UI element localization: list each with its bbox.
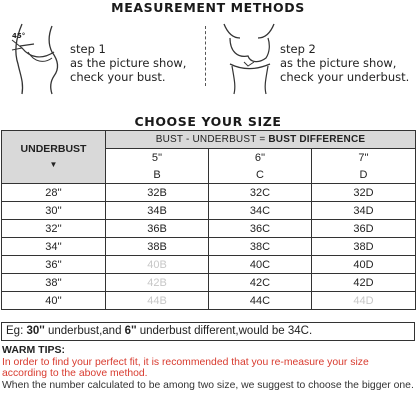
size-cell: 42C — [209, 274, 312, 292]
step-1-title: step 1 — [70, 42, 106, 56]
method-step-1 — [0, 18, 200, 96]
size-cell: 32D — [312, 184, 416, 202]
methods-divider — [205, 26, 206, 86]
size-cell: 42D — [312, 274, 416, 292]
warm-tips-suggestion: When the number calculated to be among two size, we suggest to choose the bigger one. — [2, 379, 414, 391]
table-row — [2, 184, 416, 202]
angle-label: 45° — [12, 32, 26, 40]
size-cell: 38B — [106, 238, 209, 256]
inch-6: 6'' — [209, 149, 312, 167]
step-2-line-3: check your underbust. — [280, 70, 410, 84]
underbust-cell: 28'' — [2, 184, 106, 202]
table-row — [2, 238, 416, 256]
size-cell: 40B — [106, 256, 209, 274]
size-cell: 38D — [312, 238, 416, 256]
warm-tips — [2, 345, 414, 391]
choose-size-title: CHOOSE YOUR SIZE — [134, 114, 282, 129]
inch-5: 5'' — [106, 149, 209, 167]
warm-tips-title: WARM TIPS: — [2, 344, 65, 356]
underbust-measure-figure-icon — [218, 18, 280, 96]
size-cell: 42B — [106, 274, 209, 292]
table-row — [2, 292, 416, 310]
step-2-line-2: as the picture show, — [280, 56, 397, 70]
method-step-2-text — [280, 42, 409, 84]
table-row — [2, 256, 416, 274]
chevron-down-icon: ▼ — [49, 160, 58, 169]
table-row — [2, 274, 416, 292]
step-2-title: step 2 — [280, 42, 316, 56]
cup-c: C — [209, 166, 312, 184]
size-cell: 32B — [106, 184, 209, 202]
underbust-cell: 38'' — [2, 274, 106, 292]
method-step-1-text — [70, 42, 186, 84]
bust-measure-figure-icon — [8, 18, 70, 96]
step-1-line-2: as the picture show, — [70, 56, 187, 70]
underbust-cell: 40'' — [2, 292, 106, 310]
size-cell: 40D — [312, 256, 416, 274]
example-note: Eg: 30'' underbust,and 6'' underbust different,would be 34C. — [1, 322, 415, 341]
size-cell: 34B — [106, 202, 209, 220]
warm-tips-recommendation: In order to find your perfect fit, it is recommended that you re-measure your size according to the above method. — [2, 356, 369, 380]
bust-difference-header: BUST - UNDERBUST = BUST DIFFERENCE — [106, 131, 416, 149]
underbust-cell: 34'' — [2, 238, 106, 256]
size-cell: 32C — [209, 184, 312, 202]
size-cell: 36C — [209, 220, 312, 238]
size-cell: 44D — [312, 292, 416, 310]
step-1-line-3: check your bust. — [70, 70, 166, 84]
cup-b: B — [106, 166, 209, 184]
table-row — [2, 202, 416, 220]
underbust-cell: 36'' — [2, 256, 106, 274]
size-cell: 44C — [209, 292, 312, 310]
size-cell: 38C — [209, 238, 312, 256]
size-cell: 34C — [209, 202, 312, 220]
underbust-header: UNDERBUST ▼ — [2, 131, 106, 184]
underbust-cell: 32'' — [2, 220, 106, 238]
table-row — [2, 220, 416, 238]
inch-7: 7'' — [312, 149, 416, 167]
size-cell: 36D — [312, 220, 416, 238]
size-cell: 34D — [312, 202, 416, 220]
size-chart-table — [1, 130, 416, 310]
underbust-cell: 30'' — [2, 202, 106, 220]
size-cell: 36B — [106, 220, 209, 238]
method-step-2 — [210, 18, 416, 96]
size-cell: 40C — [209, 256, 312, 274]
size-cell: 44B — [106, 292, 209, 310]
cup-d: D — [312, 166, 416, 184]
measurement-methods-title: MEASUREMENT METHODS — [111, 0, 305, 15]
